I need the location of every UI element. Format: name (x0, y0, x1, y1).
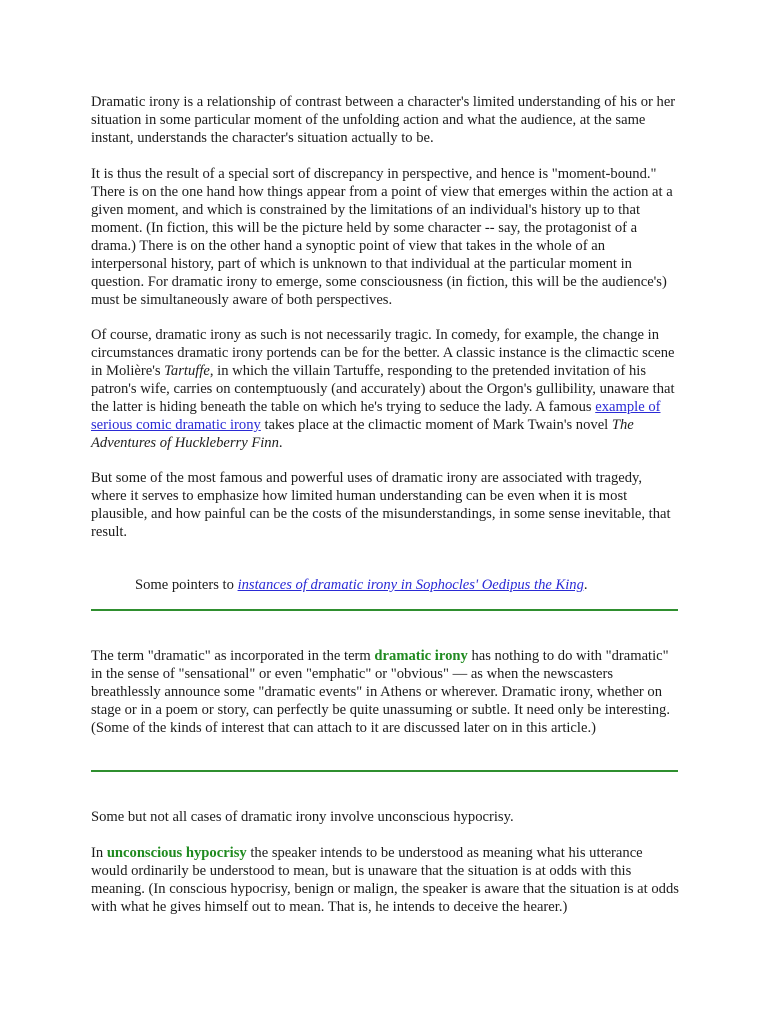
paragraph-text: takes place at the climactic moment of Mark Twain's novel (260, 417, 612, 433)
paragraph-comedy: Of course, dramatic irony as such is not necessarily tragic. In comedy, for example, the change in circumstances dramatic irony portends can be for the better. A classic instance is the climactic scene in Molière's Tartuffe, in which the villain Tartuffe, responding to the pretended invitation of his patron's wife, carries on contemptuously (and accurately) about the Orgon's gullibility, unaware that the latter is hiding beneath the table on which he's trying to seduce the lady. A famous example of serious comic dramatic irony takes place at the climactic moment of Mark Twain's novel The Adventures of Huckleberry Finn. (91, 327, 675, 451)
section-divider (91, 609, 678, 611)
paragraph-text: But some of the most famous and powerful uses of dramatic irony are associated with tragedy, where it serves to emphasize how limited human understanding can be even when it is most plausible, and how painful can be the costs of the misunderstandings, in some sense inevitable, that result. (91, 470, 671, 540)
pointers-line: Some pointers to instances of dramatic irony in Sophocles' Oedipus the King. (135, 577, 588, 593)
paragraph-tragedy (91, 469, 681, 541)
paragraph-hypocrisy-intro (91, 808, 681, 826)
serious-comic-irony-link[interactable]: example of serious comic dramatic irony (91, 399, 661, 433)
paragraph-term-dramatic (91, 647, 681, 737)
term-unconscious-hypocrisy: unconscious hypocrisy (106, 845, 247, 861)
paragraph-text: Of course, dramatic irony as such is not necessarily tragic. In comedy, for example, the change in circumstances dramatic irony portends can be for the better. A classic instance is the climactic scene in Molière's (91, 327, 675, 379)
paragraph-text: It is thus the result of a special sort of discrepancy in perspective, and hence is "moment-bound." There is on the one hand how things appear from a point of view that emerges within the action at a given moment, and which is constrained by the limitations of an individual's history up to that moment. (In fiction, this will be the picture held by some character -- say, the protagonist of a drama.) There is on the other hand a synoptic point of view that takes in the whole of an interpersonal history, part of which is unknown to that individual at the particular moment in question. For dramatic irony to emerge, some consciousness (in fiction, this will be the audience's) must be simultaneously aware of both perspectives. (91, 166, 673, 308)
paragraph-perspective (91, 165, 681, 309)
paragraph-text: the speaker intends to be understood as meaning what his utterance would ordinarily be understood to mean, but is unaware that the situation is at odds with this meaning. (In conscious hypocrisy, benign or malign, the speaker is aware that the situation is at odds with what he gives himself out to mean. That is, he intends to deceive the hearer.) (91, 845, 679, 915)
paragraph-text: , in which the villain Tartuffe, responding to the pretended invitation of his patron's wife, carries on contemptuously (and accurately) about the Orgon's gullibility, unaware that the latter is hiding beneath the table on which he's trying to seduce the lady. A famous (91, 363, 675, 415)
paragraph-text: has nothing to do with "dramatic" in the sense of "sensational" or even "emphatic" or "obvious" — as when the newscasters breathlessly announce some "dramatic events" in Athens or wherever. Dramatic irony, whether on stage or in a poem or story, can perfectly be quite unassuming or subtle. It need only be interesting. (Some of the kinds of interest that can attach to it are discussed later on in this article.) (91, 648, 670, 736)
paragraph-unconscious-hypocrisy: In unconscious hypocrisy the speaker intends to be understood as meaning what his utterance would ordinarily be understood to mean, but is unaware that the situation is at odds with this meaning. (In conscious hypocrisy, benign or malign, the speaker is aware that the situation is at odds with what he gives himself out to mean. That is, he intends to deceive the hearer.) (91, 845, 679, 915)
pointers-prefix: Some pointers to (135, 577, 238, 593)
oedipus-irony-link[interactable]: instances of dramatic irony in Sophocles' Oedipus the King (237, 577, 584, 593)
paragraph-definition (91, 93, 681, 147)
term-dramatic-irony: dramatic irony (374, 648, 468, 664)
paragraph-text: Dramatic irony is a relationship of contrast between a character's limited understanding of his or her situation in some particular moment of the unfolding action and what the audience, at the same instant, understands the character's situation actually to be. (91, 94, 676, 146)
title-tartuffe: Tartuffe (164, 363, 210, 379)
title-huckleberry-finn: The Adventures of Huckleberry Finn (91, 417, 634, 451)
paragraph-text: The term "dramatic" as incorporated in the term (91, 648, 375, 664)
paragraph-text: Some but not all cases of dramatic irony involve unconscious hypocrisy. (91, 809, 514, 825)
section-divider (91, 770, 678, 772)
